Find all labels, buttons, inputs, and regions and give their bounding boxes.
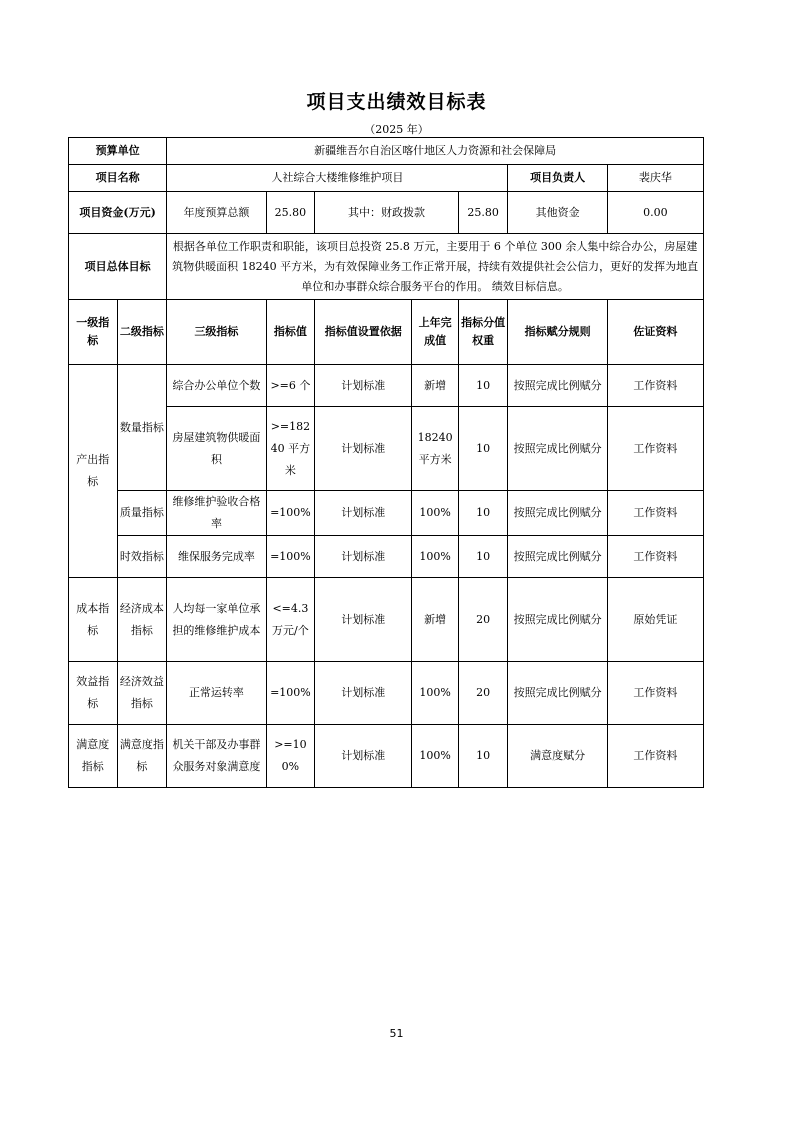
weight-cell: 10 <box>458 365 508 407</box>
last-cell: 100% <box>412 536 458 578</box>
rule-cell: 按照完成比例赋分 <box>508 365 607 407</box>
level3-cell: 机关干部及办事群众服务对象满意度 <box>167 725 266 788</box>
value-cell: >=6 个 <box>266 365 315 407</box>
level2-cell: 数量指标 <box>117 365 167 491</box>
level1-cell: 成本指标 <box>69 578 118 662</box>
level1-cell: 产出指标 <box>69 365 118 578</box>
level2-cell: 时效指标 <box>117 536 167 578</box>
column-header: 二级指标 <box>117 300 167 365</box>
evidence-cell: 工作资料 <box>607 662 703 725</box>
weight-cell: 10 <box>458 491 508 536</box>
rule-cell: 按照完成比例赋分 <box>508 578 607 662</box>
goal-label: 项目总体目标 <box>69 234 167 300</box>
project-label: 项目名称 <box>69 165 167 192</box>
owner-label: 项目负责人 <box>508 165 607 192</box>
value-cell: =100% <box>266 491 315 536</box>
unit-value: 新疆维吾尔自治区喀什地区人力资源和社会保障局 <box>167 138 704 165</box>
evidence-cell: 工作资料 <box>607 365 703 407</box>
level2-cell: 经济成本指标 <box>117 578 167 662</box>
annual-label: 年度预算总额 <box>167 192 266 234</box>
annual-value: 25.80 <box>266 192 315 234</box>
rule-cell: 满意度赋分 <box>508 725 607 788</box>
rule-cell: 按照完成比例赋分 <box>508 407 607 491</box>
column-header: 三级指标 <box>167 300 266 365</box>
last-cell: 新增 <box>412 365 458 407</box>
level3-cell: 维修维护验收合格率 <box>167 491 266 536</box>
weight-cell: 10 <box>458 536 508 578</box>
fund-label: 项目资金(万元) <box>69 192 167 234</box>
level3-cell: 房屋建筑物供暖面积 <box>167 407 266 491</box>
column-header: 指标赋分规则 <box>508 300 607 365</box>
basis-cell: 计划标准 <box>315 725 412 788</box>
basis-cell: 计划标准 <box>315 662 412 725</box>
value-cell: =100% <box>266 536 315 578</box>
table-row <box>69 578 704 662</box>
table-row <box>69 725 704 788</box>
column-header: 一级指标 <box>69 300 118 365</box>
value-cell: >=18240 平方米 <box>266 407 315 491</box>
project-value: 人社综合大楼维修维护项目 <box>167 165 508 192</box>
table-row <box>69 491 704 536</box>
fiscal-label: 其中：财政拨款 <box>315 192 459 234</box>
last-cell: 100% <box>412 491 458 536</box>
owner-value: 裴庆华 <box>607 165 703 192</box>
level3-cell: 人均每一家单位承担的维修维护成本 <box>167 578 266 662</box>
basis-cell: 计划标准 <box>315 578 412 662</box>
unit-label: 预算单位 <box>69 138 167 165</box>
table-row <box>69 662 704 725</box>
value-cell: <=4.3 万元/个 <box>266 578 315 662</box>
value-cell: =100% <box>266 662 315 725</box>
last-cell: 18240 平方米 <box>412 407 458 491</box>
basis-cell: 计划标准 <box>315 407 412 491</box>
page-title: 项目支出绩效目标表 <box>306 91 487 113</box>
weight-cell: 10 <box>458 725 508 788</box>
evidence-cell: 工作资料 <box>607 536 703 578</box>
evidence-cell: 原始凭证 <box>607 578 703 662</box>
goal-text <box>167 234 704 300</box>
column-header: 上年完成值 <box>412 300 458 365</box>
weight-cell: 20 <box>458 662 508 725</box>
basis-cell: 计划标准 <box>315 536 412 578</box>
level2-cell: 质量指标 <box>117 491 167 536</box>
level3-cell: 维保服务完成率 <box>167 536 266 578</box>
level2-cell: 满意度指标 <box>117 725 167 788</box>
last-cell: 100% <box>412 725 458 788</box>
other-label: 其他资金 <box>508 192 607 234</box>
column-header: 指标值设置依据 <box>315 300 412 365</box>
fiscal-value: 25.80 <box>458 192 508 234</box>
column-header: 指标分值权重 <box>458 300 508 365</box>
weight-cell: 10 <box>458 407 508 491</box>
last-cell: 100% <box>412 662 458 725</box>
level3-cell: 正常运转率 <box>167 662 266 725</box>
value-cell: >=100% <box>266 725 315 788</box>
evidence-cell: 工作资料 <box>607 491 703 536</box>
rule-cell: 按照完成比例赋分 <box>508 662 607 725</box>
rule-cell: 按照完成比例赋分 <box>508 491 607 536</box>
rule-cell: 按照完成比例赋分 <box>508 536 607 578</box>
column-header: 佐证资料 <box>607 300 703 365</box>
evidence-cell: 工作资料 <box>607 407 703 491</box>
evidence-cell: 工作资料 <box>607 725 703 788</box>
other-value: 0.00 <box>607 192 703 234</box>
page-number: 51 <box>389 1027 404 1040</box>
level1-cell: 效益指标 <box>69 662 118 725</box>
level1-cell: 满意度指标 <box>69 725 118 788</box>
level2-cell: 经济效益指标 <box>117 662 167 725</box>
table-row <box>69 365 704 407</box>
basis-cell: 计划标准 <box>315 365 412 407</box>
column-header: 指标值 <box>266 300 315 365</box>
year-label: （2025 年） <box>364 123 429 136</box>
last-cell: 新增 <box>412 578 458 662</box>
table-row <box>69 536 704 578</box>
performance-table <box>68 137 704 788</box>
weight-cell: 20 <box>458 578 508 662</box>
level3-cell: 综合办公单位个数 <box>167 365 266 407</box>
goal-paragraph: 根据各单位工作职责和职能，该项目总投资 25.8 万元，主要用于 6 个单位 300 余人集中综合办公，房屋建筑物供暖面积 18240 平方米，为有效保障业务工作正常开展，持续有效提供社会公信力，更好的发挥为地直单位和办事群众综合服务平台的作用。 绩效目标信息。 <box>172 239 699 293</box>
basis-cell: 计划标准 <box>315 491 412 536</box>
